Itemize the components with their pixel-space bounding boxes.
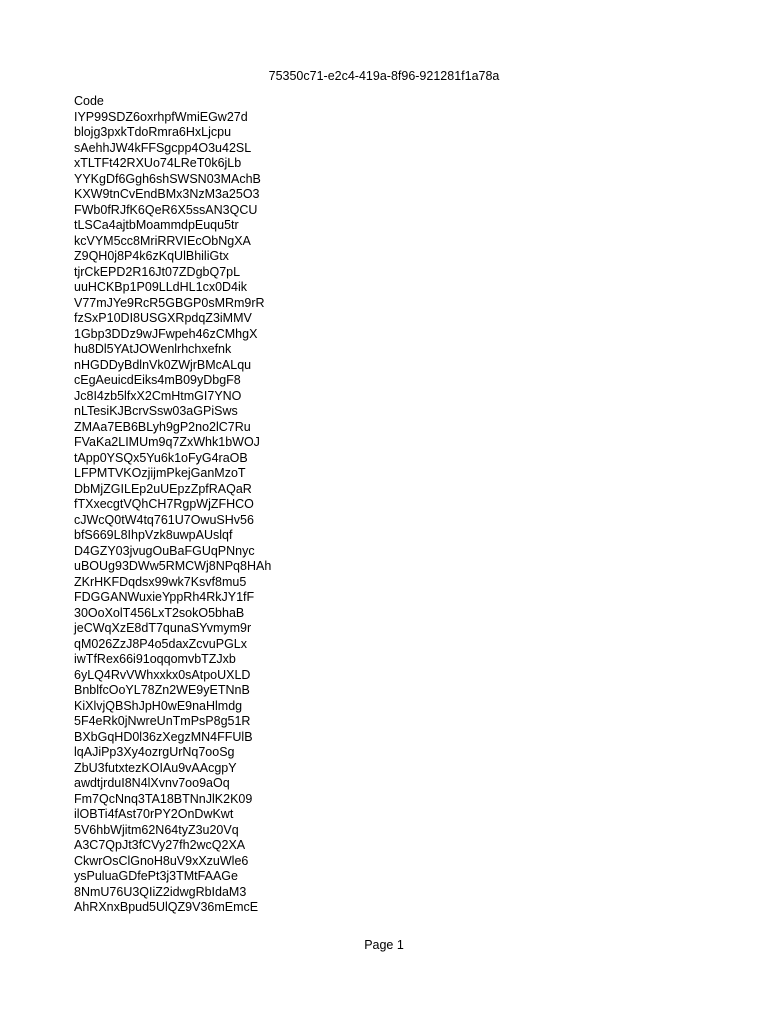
code-cell: 5F4eRk0jNwreUnTmPsP8g51R [74,714,251,728]
code-cell: 5V6hbWjitm62N64tyZ3u20Vq [74,822,239,837]
code-cell: Z9QH0j8P4k6zKqUlBhiliGtx [74,249,229,263]
code-cell: kcVYM5cc8MriRRVIEcObNgXA [74,233,251,248]
code-cell: uuHCKBp1P09LLdHL1cx0D4ik [74,280,248,294]
code-cell: YYKgDf6Ggh6shSWSN03MAchB [74,171,261,186]
code-cell: ysPuluaGDfePt3j3TMtFAAGe [74,869,238,883]
column-header-code: Code [74,94,104,108]
code-cell: KXW9tnCvEndBMx3NzM3a25O3 [74,187,260,201]
code-cell: LFPMTVKOzjijmPkejGanMzoT [74,466,246,480]
code-cell: DbMjZGILEp2uUEpzZpfRAQaR [74,481,252,496]
code-cell: CkwrOsClGnoH8uV9xXzuWle6 [74,853,249,868]
code-cell: D4GZY03jvugOuBaFGUqPNnyc [74,543,255,558]
code-cell: uBOUg93DWw5RMCWj8NPq8HAh [74,559,272,573]
code-cell: tjrCkEPD2R16Jt07ZDgbQ7pL [74,264,241,279]
sheet-header-title: 75350c71-e2c4-419a-8f96-921281f1a78a [268,69,500,83]
code-cell: Jc8I4zb5lfxX2CmHtmGI7YNO [74,388,242,403]
code-cell: tLSCa4ajtbMoammdpEuqu5tr [74,218,239,232]
code-cell: jeCWqXzE8dT7qunaSYvmym9r [74,621,252,635]
code-cell: Fm7QcNnq3TA18BTNnJlK2K09 [74,791,253,806]
code-cell: sAehhJW4kFFSgcpp4O3u42SL [74,140,252,155]
code-cell: iwTfRex66i91oqqomvbTZJxb [74,652,236,666]
code-cell: ZMAa7EB6BLyh9gP2no2lC7Ru [74,419,251,434]
code-cell: hu8Dl5YAtJOWenlrhchxefnk [74,342,232,356]
code-cell: nHGDDyBdlnVk0ZWjrBMcALqu [74,357,252,372]
code-cell: fTXxecgtVQhCH7RgpWjZFHCO [74,497,254,511]
code-cell: KiXlvjQBShJpH0wE9naHlmdg [74,698,243,713]
code-cell: 1Gbp3DDz9wJFwpeh46zCMhgX [74,326,258,341]
code-cell: ilOBTi4fAst70rPY2OnDwKwt [74,807,234,821]
code-cell: FVaKa2LIMUm9q7ZxWhk1bWOJ [74,435,260,449]
code-cell: xTLTFt42RXUo74LReT0k6jLb [74,156,242,170]
code-cell: blojg3pxkTdoRmra6HxLjcpu [74,125,232,139]
code-cell: V77mJYe9RcR5GBGP0sMRm9rR [74,295,265,310]
code-cell: ZKrHKFDqdsx99wk7Ksvf8mu5 [74,574,247,589]
code-cell: ZbU3futxtezKOIAu9vAAcgpY [74,760,237,775]
code-cell: cEgAeuicdEiks4mB09yDbgF8 [74,373,241,387]
code-cell: tApp0YSQx5Yu6k1oFyG4raOB [74,450,248,465]
code-cell: IYP99SDZ6oxrhpfWmiEGw27d [74,109,248,124]
code-cell: cJWcQ0tW4tq761U7OwuSHv56 [74,512,254,527]
code-cell: FDGGANWuxieYppRh4RkJY1fF [74,590,255,604]
code-cell: FWb0fRJfK6QeR6X5ssAN3QCU [74,202,258,217]
code-cell: nLTesiKJBcrvSsw03aGPiSws [74,404,238,418]
code-cell: qM026ZzJ8P4o5daxZcvuPGLx [74,636,248,651]
code-cell: BnblfcOoYL78Zn2WE9yETNnB [74,683,250,697]
code-list [74,94,271,916]
code-cell: lqAJiPp3Xy4ozrgUrNq7ooSg [74,745,235,759]
code-cell: A3C7QpJt3fCVy27fh2wcQ2XA [74,838,246,852]
code-cell: awdtjrduI8N4lXvnv7oo9aOq [74,776,230,790]
page-number: Page 1 [364,938,404,952]
code-cell: fzSxP10DI8USGXRpdqZ3iMMV [74,311,252,325]
code-cell: AhRXnxBpud5UlQZ9V36mEmcE [74,900,259,914]
code-cell: BXbGqHD0l36zXegzMN4FFUlB [74,729,253,744]
code-cell: 6yLQ4RvVWhxxkx0sAtpoUXLD [74,667,251,682]
code-cell: 30OoXolT456LxT2sokO5bhaB [74,605,245,620]
code-cell: bfS669L8IhpVzk8uwpAUslqf [74,528,233,542]
code-cell: 8NmU76U3QIiZ2idwgRbIdaM3 [74,884,247,899]
